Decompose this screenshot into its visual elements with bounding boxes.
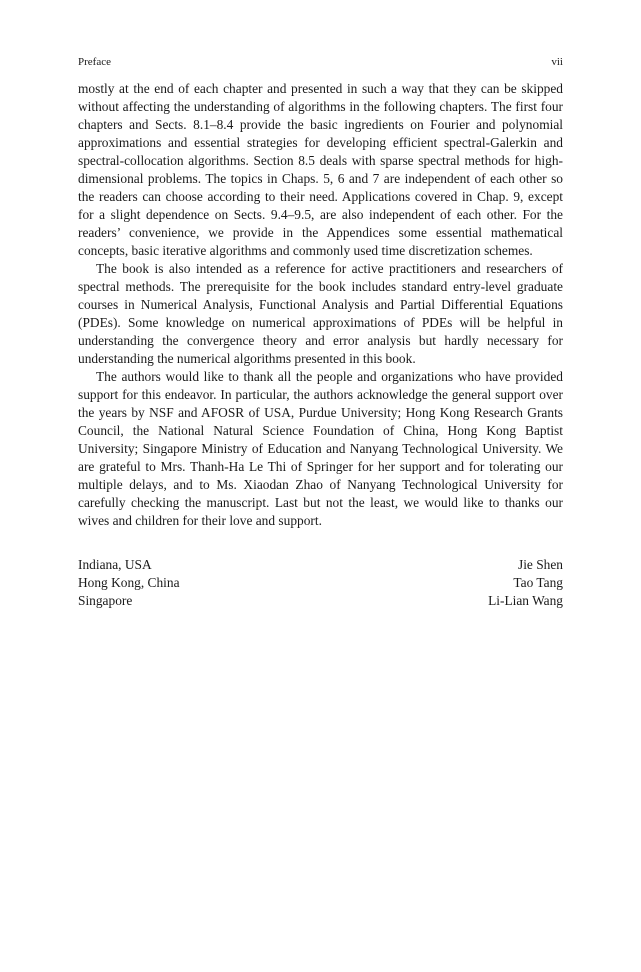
signature-row: [78, 574, 563, 592]
author-name: Tao Tang: [513, 575, 563, 590]
paragraph-acknowledgements: The authors would like to thank all the people and organizations who have provided support for this endeavor. In particular, the authors acknowledge the general support over the years by NSF and AFOSR of USA, Purdue University; Hong Kong Research Grants Council, the National Natural Science Foundation of China, Hong Kong Baptist University; Singapore Ministry of Education and Nanyang Technological University. We are grateful to Mrs. Thanh-Ha Le Thi of Springer for her support and for tolerating our multiple delays, and to Ms. Xiaodan Zhao of Nanyang Technological University for carefully checking the manuscript. Last but not the least, we would like to thanks our wives and children for their love and support.: [78, 369, 563, 528]
preface-body: [78, 80, 563, 530]
running-head-title: Preface: [78, 56, 111, 68]
author-name: Jie Shen: [517, 557, 563, 572]
page-number: vii: [551, 56, 563, 68]
author-location: Indiana, USA: [78, 557, 152, 572]
running-head: [78, 55, 563, 69]
signature-row: [78, 556, 563, 574]
paragraph-reference: The book is also intended as a reference for active practitioners and researchers of spectral methods. The prerequisite for the book includes standard entry-level graduate courses in Numerical Analysis, Functional Analysis and Partial Differential Equations (PDEs). Some knowledge on numerical approximations of PDEs will be helpful in understanding the convergence theory and error analysis but hardly necessary for understanding the numerical algorithms presented in this book.: [78, 261, 563, 366]
author-name: Li-Lian Wang: [488, 593, 563, 608]
author-location: Singapore: [78, 593, 133, 608]
signature-block: [78, 556, 563, 610]
author-location: Hong Kong, China: [78, 575, 180, 590]
signature-row: [78, 592, 563, 610]
paragraph-continuation: mostly at the end of each chapter and presented in such a way that they can be skipped without affecting the understanding of algorithms in the following chapters. The first four chapters and Sects. 8.1–8.4 provide the basic ingredients on Fourier and polynomial approximations and essential strategies for developing efficient spectral-Galerkin and spectral-collocation algorithms. Section 8.5 deals with sparse spectral methods for high-dimensional problems. The topics in Chaps. 5, 6 and 7 are independent of each other so the readers can choose according to their need. Applications covered in Chap. 9, except for a slight dependence on Sects. 9.4–9.5, are also independent of each other. For the readers’ convenience, we provide in the Appendices some essential mathematical concepts, basic iterative algorithms and commonly used time discretization schemes.: [78, 81, 563, 258]
